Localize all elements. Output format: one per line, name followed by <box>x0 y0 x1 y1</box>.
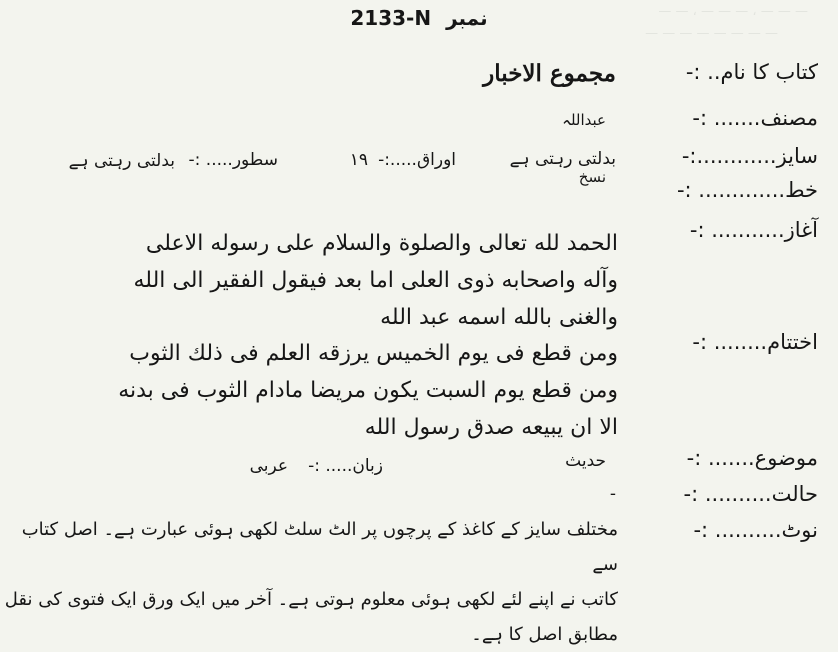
condition-value: - <box>609 484 616 504</box>
explicit-line: الا ان يبيعه صدق رسول الله <box>364 415 618 440</box>
script-value: نسخ <box>578 168 606 186</box>
language-label: زبان..... :- <box>308 456 383 476</box>
show-through-text: — — — — — — — — <box>645 26 778 41</box>
book-name-label: کتاب کا نام.. :- <box>685 60 818 84</box>
subject-value: حدیث <box>565 451 606 471</box>
author-value: عبداللہ <box>562 111 606 129</box>
catalog-number: 2133-N <box>350 6 432 30</box>
condition-label: حالت.......... :- <box>683 482 818 506</box>
note-text <box>0 512 618 652</box>
size-label: سایز............:- <box>681 144 818 168</box>
incipit-label: آغاز........... :- <box>689 218 818 242</box>
lines-value: بدلتی رہتی ہے <box>68 151 175 171</box>
folios-value: ١٩ <box>349 150 368 170</box>
size-value: بدلتی رہتی ہے <box>509 149 616 169</box>
incipit-line: الحمد لله تعالى والصلوة والسلام على رسوله الاعلى <box>145 231 618 256</box>
note-label: نوٹ.......... :- <box>693 518 818 542</box>
show-through-text: — — — ، — — — ، — — <box>658 4 808 19</box>
explicit-label: اختتام........ :- <box>692 330 818 354</box>
page-title <box>0 6 838 30</box>
subject-label: موضوع....... :- <box>686 446 818 470</box>
folios-label: اوراق.....:- <box>378 150 456 170</box>
note-line: مطابق اصل کا ہے۔ <box>471 624 618 645</box>
lines-label: سطور..... :- <box>188 150 278 170</box>
note-line: کاتب نے اپنے لئے لکھی ہوئی معلوم ہوتی ہے۔ آخر میں ایک ورق ایک فتوی کی نقل <box>4 589 618 610</box>
explicit-text <box>118 335 618 446</box>
book-name-value: مجموع الاخبار <box>483 60 616 87</box>
script-label: خط............. :- <box>676 178 818 202</box>
explicit-line: ومن قطع فى يوم الخميس يرزقه العلم فى ذلك الثوب <box>129 341 618 366</box>
incipit-line: والغنى بالله اسمه عبد الله <box>380 305 618 330</box>
incipit-line: وآله واصحابه ذوى العلى اما بعد فيقول الفقير الى الله <box>133 268 618 293</box>
author-label: مصنف....... :- <box>692 106 818 130</box>
catalog-number-label: نمبر <box>446 6 488 30</box>
note-line: مختلف سایز کے کاغذ کے پرچوں پر الٹ سلٹ لکھی ہوئی عبارت ہے۔ اصل کتاب سے <box>21 519 618 575</box>
explicit-line: ومن قطع يوم السبت يكون مريضا مادام الثوب فى بدنه <box>118 378 618 403</box>
language-value: عربی <box>249 456 288 476</box>
incipit-text <box>133 225 618 336</box>
